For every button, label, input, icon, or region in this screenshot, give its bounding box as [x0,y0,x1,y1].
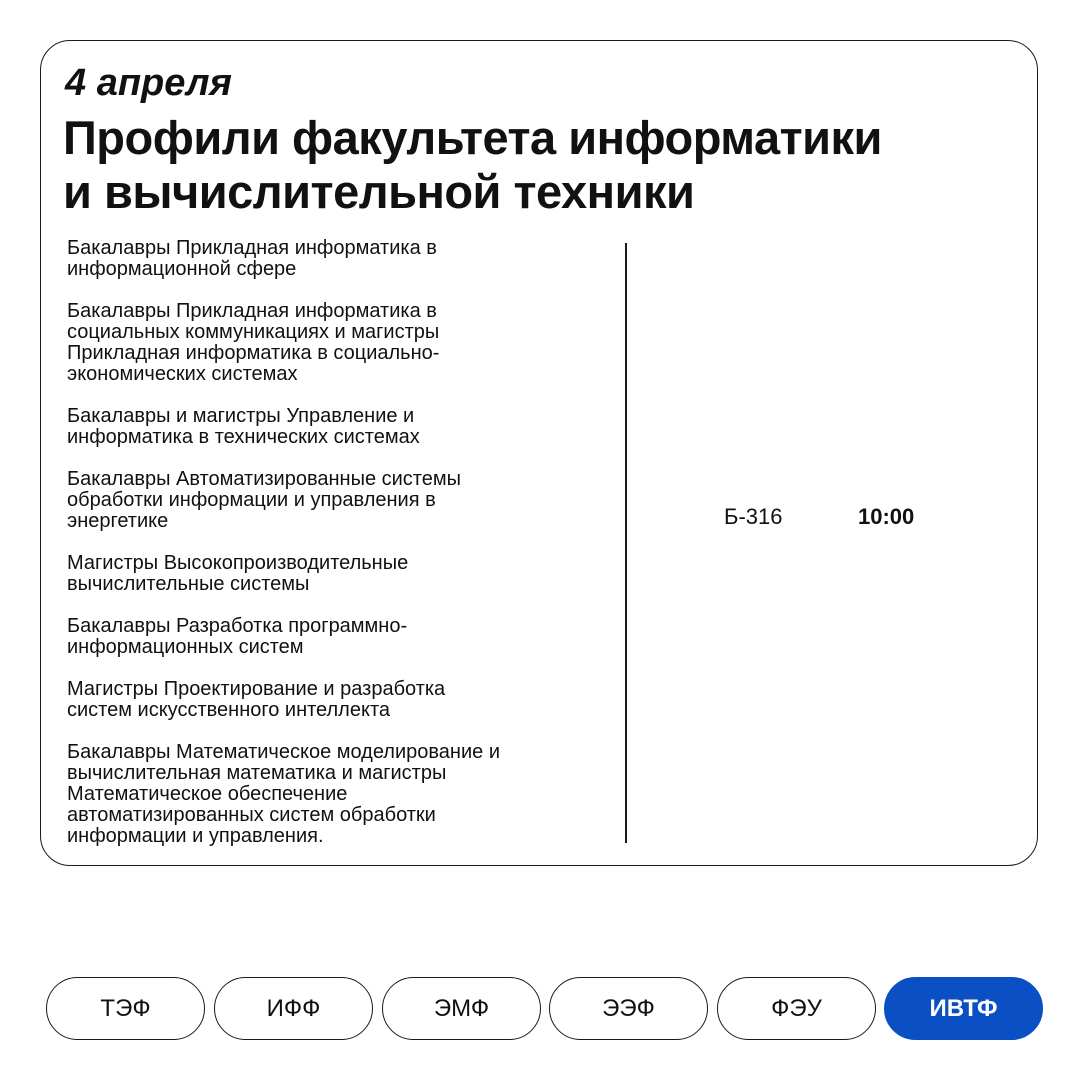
title-line: и вычислительной техники [63,165,695,218]
program-item: Бакалавры Математическое моделирование и вычислительная математика и магистры Математическое обеспечение автоматизированных систем обработки информации и управления. [67,741,500,847]
tab-eef[interactable]: ЭЭФ [549,977,708,1040]
column-divider [625,243,627,843]
program-item: Бакалавры Автоматизированные системы обработки информации и управления в энергетике [67,468,461,532]
tab-tef[interactable]: ТЭФ [46,977,205,1040]
event-date: 4 апреля [65,62,232,104]
program-item: Бакалавры Прикладная информатика в социальных коммуникациях и магистры Прикладная информатика в социально- экономических системах [67,300,440,385]
program-item: Магистры Высокопроизводительные вычислительные системы [67,552,409,595]
tab-emf[interactable]: ЭМФ [382,977,541,1040]
start-time: 10:00 [858,504,915,529]
program-item: Бакалавры Прикладная информатика в информационной сфере [67,237,437,280]
title-line: Профили факультета информатики [63,111,882,164]
schedule-card [40,40,1038,866]
program-item: Бакалавры Разработка программно- информационных систем [67,615,408,658]
faculty-tabs [46,977,1044,1040]
tab-iff[interactable]: ИФФ [214,977,373,1040]
program-item: Бакалавры и магистры Управление и информатика в технических системах [67,405,420,448]
program-list [67,238,607,868]
page-title [63,111,1013,219]
room-number: Б-316 [724,504,783,529]
program-item: Магистры Проектирование и разработка систем искусственного интеллекта [67,678,446,721]
tab-feu[interactable]: ФЭУ [717,977,876,1040]
tab-ivtf[interactable]: ИВТФ [884,977,1043,1040]
